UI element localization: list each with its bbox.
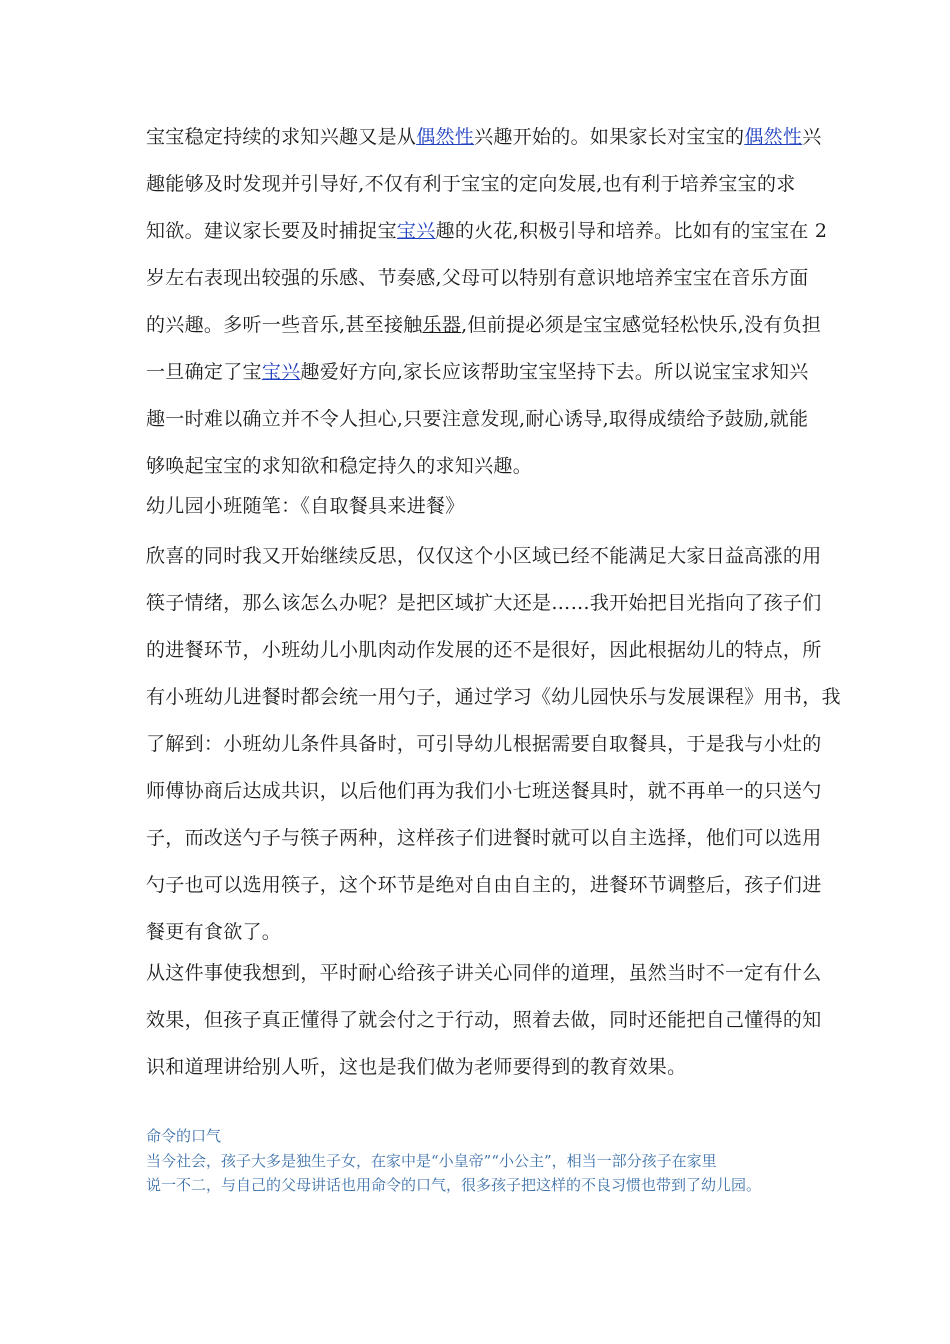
text-run: 兴 [802, 126, 822, 148]
paragraph-line: 趣一时难以确立并不令人担心,只要注意发现,耐心诱导,取得成绩给予鼓励,就能 [146, 408, 809, 430]
hyperlink[interactable]: 偶然性 [416, 126, 475, 148]
text-run: 的兴趣。多听一些音乐,甚至接触 [146, 314, 423, 336]
paragraph-line: 有小班幼儿进餐时都会统一用勺子，通过学习《幼儿园快乐与发展课程》用书，我 [146, 686, 841, 708]
underlined-term: 乐器 [422, 314, 462, 336]
section-title: 命令的口气 [146, 1127, 222, 1145]
text-run: 宝宝稳定持续的求知兴趣又是从 [146, 126, 417, 148]
paragraph-line: 从这件事使我想到，平时耐心给孩子讲关心同伴的道理，虽然当时不一定有什么 [146, 962, 822, 984]
paragraph-line: 筷子情绪，那么该怎么办呢？是把区域扩大还是……我开始把目光指向了孩子们 [146, 592, 822, 614]
hyperlink[interactable]: 宝兴 [396, 220, 436, 242]
text-run: 趣爱好方向,家长应该帮助宝宝坚持下去。所以说宝宝求知兴 [300, 361, 809, 383]
paragraph-line: 了解到：小班幼儿条件具备时，可引导幼儿根据需要自取餐具，于是我与小灶的 [146, 733, 822, 755]
text-run: 趣的火花,积极引导和培养。比如有的宝宝在 2 [435, 220, 828, 242]
paragraph-line: 效果，但孩子真正懂得了就会付之于行动，照着去做，同时还能把自己懂得的知 [146, 1009, 822, 1031]
paragraph-line [146, 313, 821, 337]
paragraph-line: 餐更有食欲了。 [146, 921, 282, 943]
paragraph-line: 岁左右表现出较强的乐感、节奏感,父母可以特别有意识地培养宝宝在音乐方面 [146, 267, 809, 289]
hyperlink[interactable]: 偶然性 [744, 126, 803, 148]
paragraph-line [146, 219, 827, 243]
text-run: 兴趣开始的。如果家长对宝宝的 [474, 126, 745, 148]
paragraph-line: 勺子也可以选用筷子，这个环节是绝对自由自主的，进餐环节调整后，孩子们进 [146, 874, 822, 896]
paragraph-line: 子，而改送勺子与筷子两种，这样孩子们进餐时就可以自主选择，他们可以选用 [146, 827, 822, 849]
paragraph-line [146, 125, 822, 149]
paragraph-line: 趣能够及时发现并引导好,不仅有利于宝宝的定向发展,也有利于培养宝宝的求 [146, 173, 796, 195]
section-line: 说一不二，与自己的父母讲话也用命令的口气，很多孩子把这样的不良习惯也带到了幼儿园。 [146, 1176, 762, 1194]
paragraph-line: 够唤起宝宝的求知欲和稳定持久的求知兴趣。 [146, 455, 533, 477]
paragraph-line: 师傅协商后达成共识，以后他们再为我们小七班送餐具时，就不再单一的只送勺 [146, 780, 822, 802]
paragraph-line: 的进餐环节，小班幼儿小肌肉动作发展的还不是很好，因此根据幼儿的特点，所 [146, 639, 822, 661]
section-heading: 幼儿园小班随笔：《自取餐具来进餐》 [146, 495, 465, 517]
text-run: 知欲。建议家长要及时捕捉宝 [146, 220, 397, 242]
hyperlink[interactable]: 宝兴 [261, 361, 301, 383]
section-line: 当今社会，孩子大多是独生子女，在家中是“小皇帝”“小公主”，相当一部分孩子在家里 [146, 1152, 717, 1170]
paragraph-line: 识和道理讲给别人听，这也是我们做为老师要得到的教育效果。 [146, 1056, 687, 1078]
paragraph-line [146, 360, 809, 384]
paragraph-line: 欣喜的同时我又开始继续反思，仅仅这个小区域已经不能满足大家日益高涨的用 [146, 545, 822, 567]
text-run: 一旦确定了宝 [146, 361, 262, 383]
text-run: ,但前提必须是宝宝感觉轻松快乐,没有负担 [461, 314, 822, 336]
